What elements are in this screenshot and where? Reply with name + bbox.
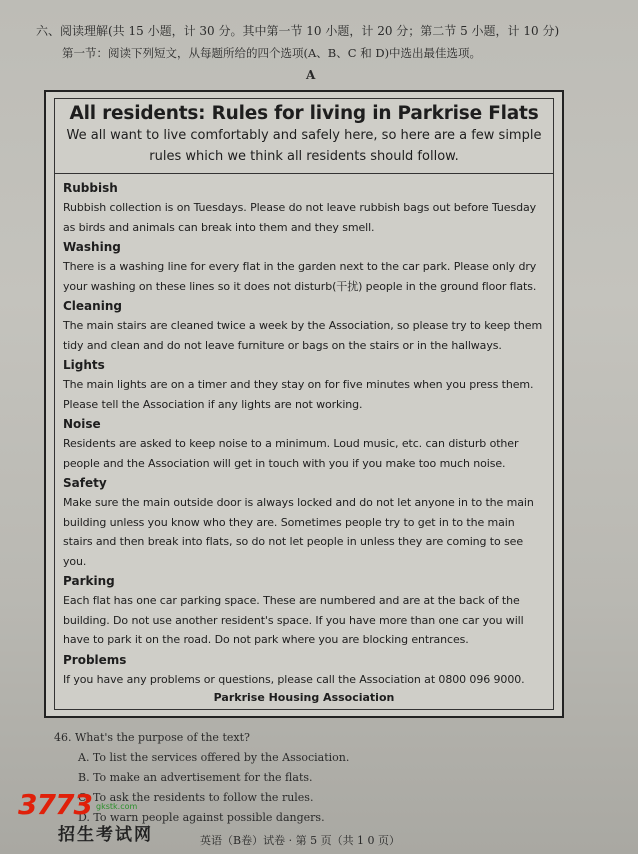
rule-heading-lights: Lights (63, 358, 105, 372)
rule-heading-problems: Problems (63, 652, 127, 667)
rule-text-lights: The main lights are on a timer and they stay on for five minutes when you press them. Please tell the Association if any lights are not working. (63, 378, 534, 411)
page-footer: 英语（B卷）试卷 · 第 5 页（共 1 0 页） (200, 834, 401, 847)
option-b: B. To make an advertisement for the flats. (78, 771, 313, 784)
rule-text-safety: Make sure the main outside door is always locked and do not let anyone in to the main building unless you know who they are. Sometimes people try to get in to the main stairs and then break into flats, so do not let people in unless they are coming to see you. (63, 496, 534, 568)
notice-title: All residents: Rules for living in Parkrise Flats (69, 103, 539, 124)
option-d: D. To warn people against possible dangers. (78, 811, 325, 824)
rule-text-cleaning: The main stairs are cleaned twice a week by the Association, so please try to keep them tidy and clean and do not leave furniture or bags on the stairs or in the hallways. (63, 319, 543, 352)
watermark-site: gkstk.com (96, 802, 138, 811)
passage-letter: A (306, 68, 316, 82)
notice-content (61, 174, 547, 707)
rule-heading-washing: Washing (63, 240, 121, 254)
rule-text-noise: Residents are asked to keep noise to a minimum. Loud music, etc. can disturb other people and the Association will get in touch with you if you make too much noise. (63, 437, 519, 470)
notice-inner-frame (54, 98, 554, 710)
rule-text-parking: Each flat has one car parking space. These are numbered and are at the back of the building. Do not use another resident's space. If you have more than one car you will have to park it on the road. Do not park where you are blocking entrances. (63, 594, 524, 646)
rule-heading-parking: Parking (63, 574, 115, 588)
rule-text-rubbish: Rubbish collection is on Tuesdays. Please do not leave rubbish bags out before Tuesday as birds and animals can break into them and they smell. (63, 201, 537, 234)
rule-heading-safety: Safety (63, 476, 107, 490)
option-a: A. To list the services offered by the Association. (78, 751, 350, 764)
rule-heading-cleaning: Cleaning (63, 299, 122, 313)
watermark-logo (18, 786, 168, 846)
rule-text-washing: There is a washing line for every flat in the garden next to the car park. Please only dry your washing on these lines so it does not disturb(干扰) people in the ground floor flats. (63, 260, 537, 293)
notice-signature: Parkrise Housing Association (213, 691, 395, 704)
notice-intro: We all want to live comfortably and safely here, so here are a few simple rules which we think all residents should follow. (66, 128, 542, 164)
rule-heading-rubbish: Rubbish (63, 181, 118, 195)
section-heading: 六、阅读理解(共 15 小题，计 30 分。其中第一节 10 小题，计 20 分；第二节 5 小题，计 10 分) (36, 24, 560, 38)
notice-box (44, 90, 564, 718)
rule-heading-noise: Noise (63, 417, 101, 431)
question-stem: 46. What's the purpose of the text? (54, 731, 250, 744)
watermark-number: 3773 (18, 788, 92, 821)
watermark-chinese: 招生考试网 (58, 825, 153, 845)
option-c: C. To ask the residents to follow the rules. (78, 791, 314, 804)
section-instruction: 第一节：阅读下列短文，从每题所给的四个选项(A、B、C 和 D)中选出最佳选项。 (62, 46, 482, 60)
rule-text-problems: If you have any problems or questions, please call the Association at 0800 096 9000. (63, 672, 525, 686)
